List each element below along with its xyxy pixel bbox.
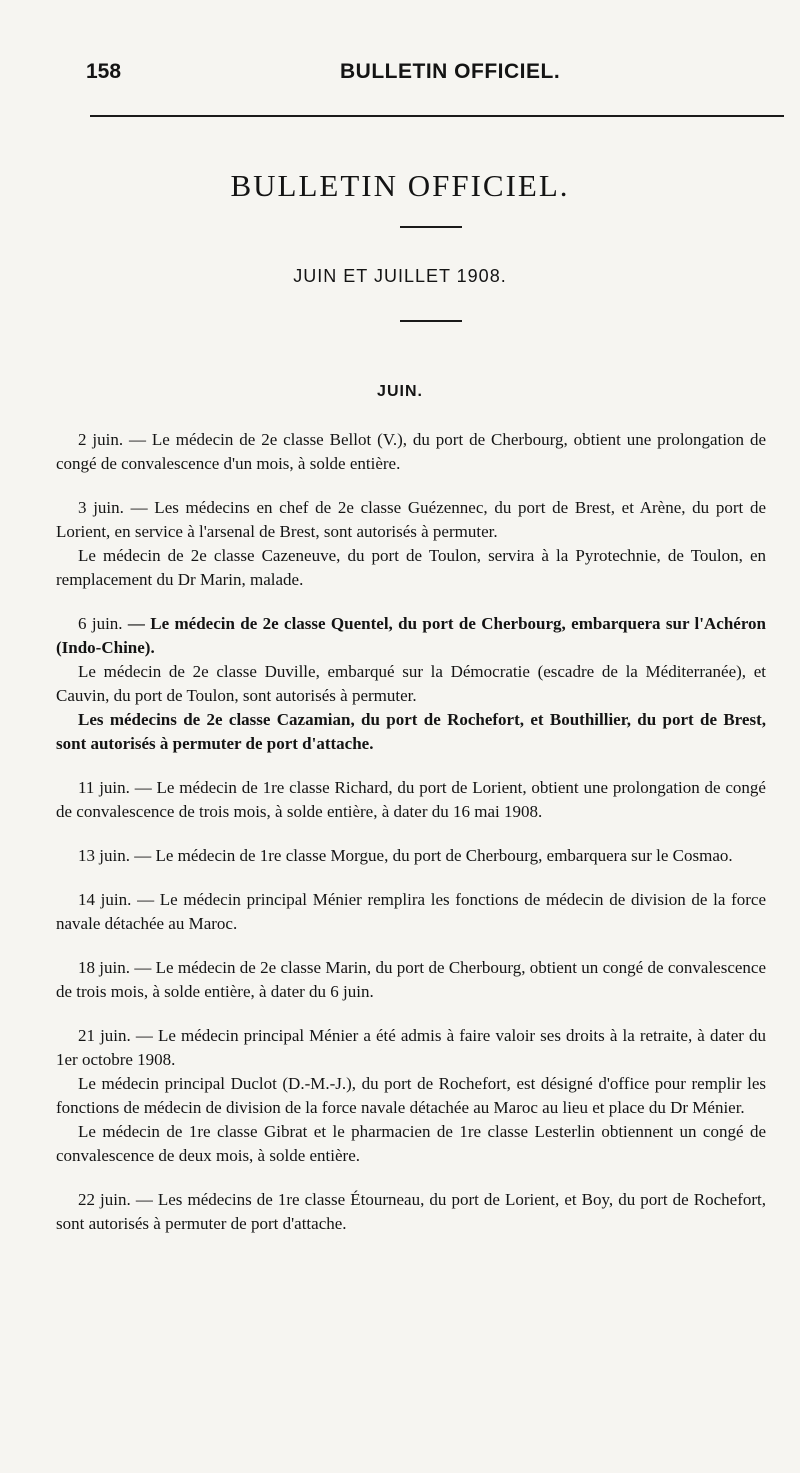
entry-paragraph [56,1024,766,1072]
entry-2-juin [56,428,766,476]
entry-paragraph: Le médecin de 2e classe Duville, embarqué sur la Démocratie (escadre de la Méditerranée), et Cauvin, du port de Toulon, sont autorisés à permuter. [56,662,766,705]
entry-text: — Les médecins en chef de 2e classe Guézennec, du port de Brest, et Arène, du port de Lorient, en service à l'arsenal de Brest, sont autorisés à permuter. [56,498,767,541]
date-range: JUIN ET JUILLET 1908. [293,266,507,286]
entry-3-juin [56,496,766,592]
entry-text: — Le médecin de 1re classe Richard, du port de Lorient, obtient une prolongation de congé de convalescence de trois mois, à solde entière, à dater du 16 mai 1908. [56,778,766,821]
entry-date: 18 juin. [78,958,131,977]
entry-paragraph: Les médecins de 2e classe Cazamian, du port de Rochefort, et Bouthillier, du port de Brest, sont autorisés à permuter de port d'attache. [56,710,766,753]
entry-paragraph [56,428,766,476]
month-heading: JUIN. [377,383,423,400]
entry-date: 6 juin. [78,614,123,633]
entry-18-juin [56,956,766,1004]
running-head [86,60,760,90]
entry-paragraph: Le médecin principal Duclot (D.-M.-J.), du port de Rochefort, est désigné d'office pour remplir les fonctions de médecin de division de la force navale détachée au Maroc au lieu et place du Dr Ménier. [56,1074,766,1117]
date-rule [400,320,462,322]
entry-date: 2 juin. [78,430,124,449]
entry-paragraph [56,496,766,544]
entry-text: — Le médecin principal Ménier remplira les fonctions de médecin de division de la force navale détachée au Maroc. [56,890,766,933]
entry-paragraph: Le médecin de 2e classe Cazeneuve, du port de Toulon, servira à la Pyrotechnie, de Toulon, en remplacement du Dr Marin, malade. [56,546,766,589]
entry-paragraph [56,956,766,1004]
title-rule [400,226,462,228]
entry-paragraph [56,612,766,660]
running-title: BULLETIN OFFICIEL. [340,60,561,83]
entry-date: 13 juin. [78,846,130,865]
entry-date: 14 juin. [78,890,132,909]
page-title: BULLETIN OFFICIEL. [230,168,570,203]
entry-text: — Le médecin de 2e classe Marin, du port de Cherbourg, obtient un congé de convalescence de trois mois, à solde entière, à dater du 6 juin. [56,958,767,1001]
entry-11-juin [56,776,766,824]
entry-text: — Le médecin de 1re classe Morgue, du port de Cherbourg, embarquera sur le Cosmao. [134,846,733,865]
entry-22-juin [56,1188,766,1236]
entry-paragraph [56,844,766,868]
entry-text: — Le médecin de 2e classe Bellot (V.), du port de Cherbourg, obtient une prolongation de congé de convalescence d'un mois, à solde entière. [56,430,766,473]
entry-paragraph [56,776,766,824]
entry-date: 21 juin. [78,1026,131,1045]
page-number: 158 [86,60,122,83]
entry-paragraph: Le médecin de 1re classe Gibrat et le pharmacien de 1re classe Lesterlin obtiennent un congé de convalescence de deux mois, à solde entière. [56,1122,766,1165]
entries-list [56,428,766,1256]
header-rule [90,115,784,117]
entry-text: — Le médecin principal Ménier a été admis à faire valoir ses droits à la retraite, à dater du 1er octobre 1908. [56,1026,767,1069]
entry-21-juin [56,1024,766,1168]
entry-date: 3 juin. [78,498,124,517]
entry-paragraph [56,1188,766,1236]
entry-13-juin [56,844,766,868]
entry-14-juin [56,888,766,936]
entry-date: 11 juin. [78,778,130,797]
entry-6-juin [56,612,766,756]
entry-paragraph [56,888,766,936]
entry-text: — Les médecins de 1re classe Étourneau, du port de Lorient, et Boy, du port de Rochefort, sont autorisés à permuter de port d'attache. [56,1190,767,1233]
entry-date: 22 juin. [78,1190,131,1209]
entry-text: — Le médecin de 2e classe Quentel, du port de Cherbourg, embarquera sur l'Achéron (Indo-Chine). [56,614,767,657]
